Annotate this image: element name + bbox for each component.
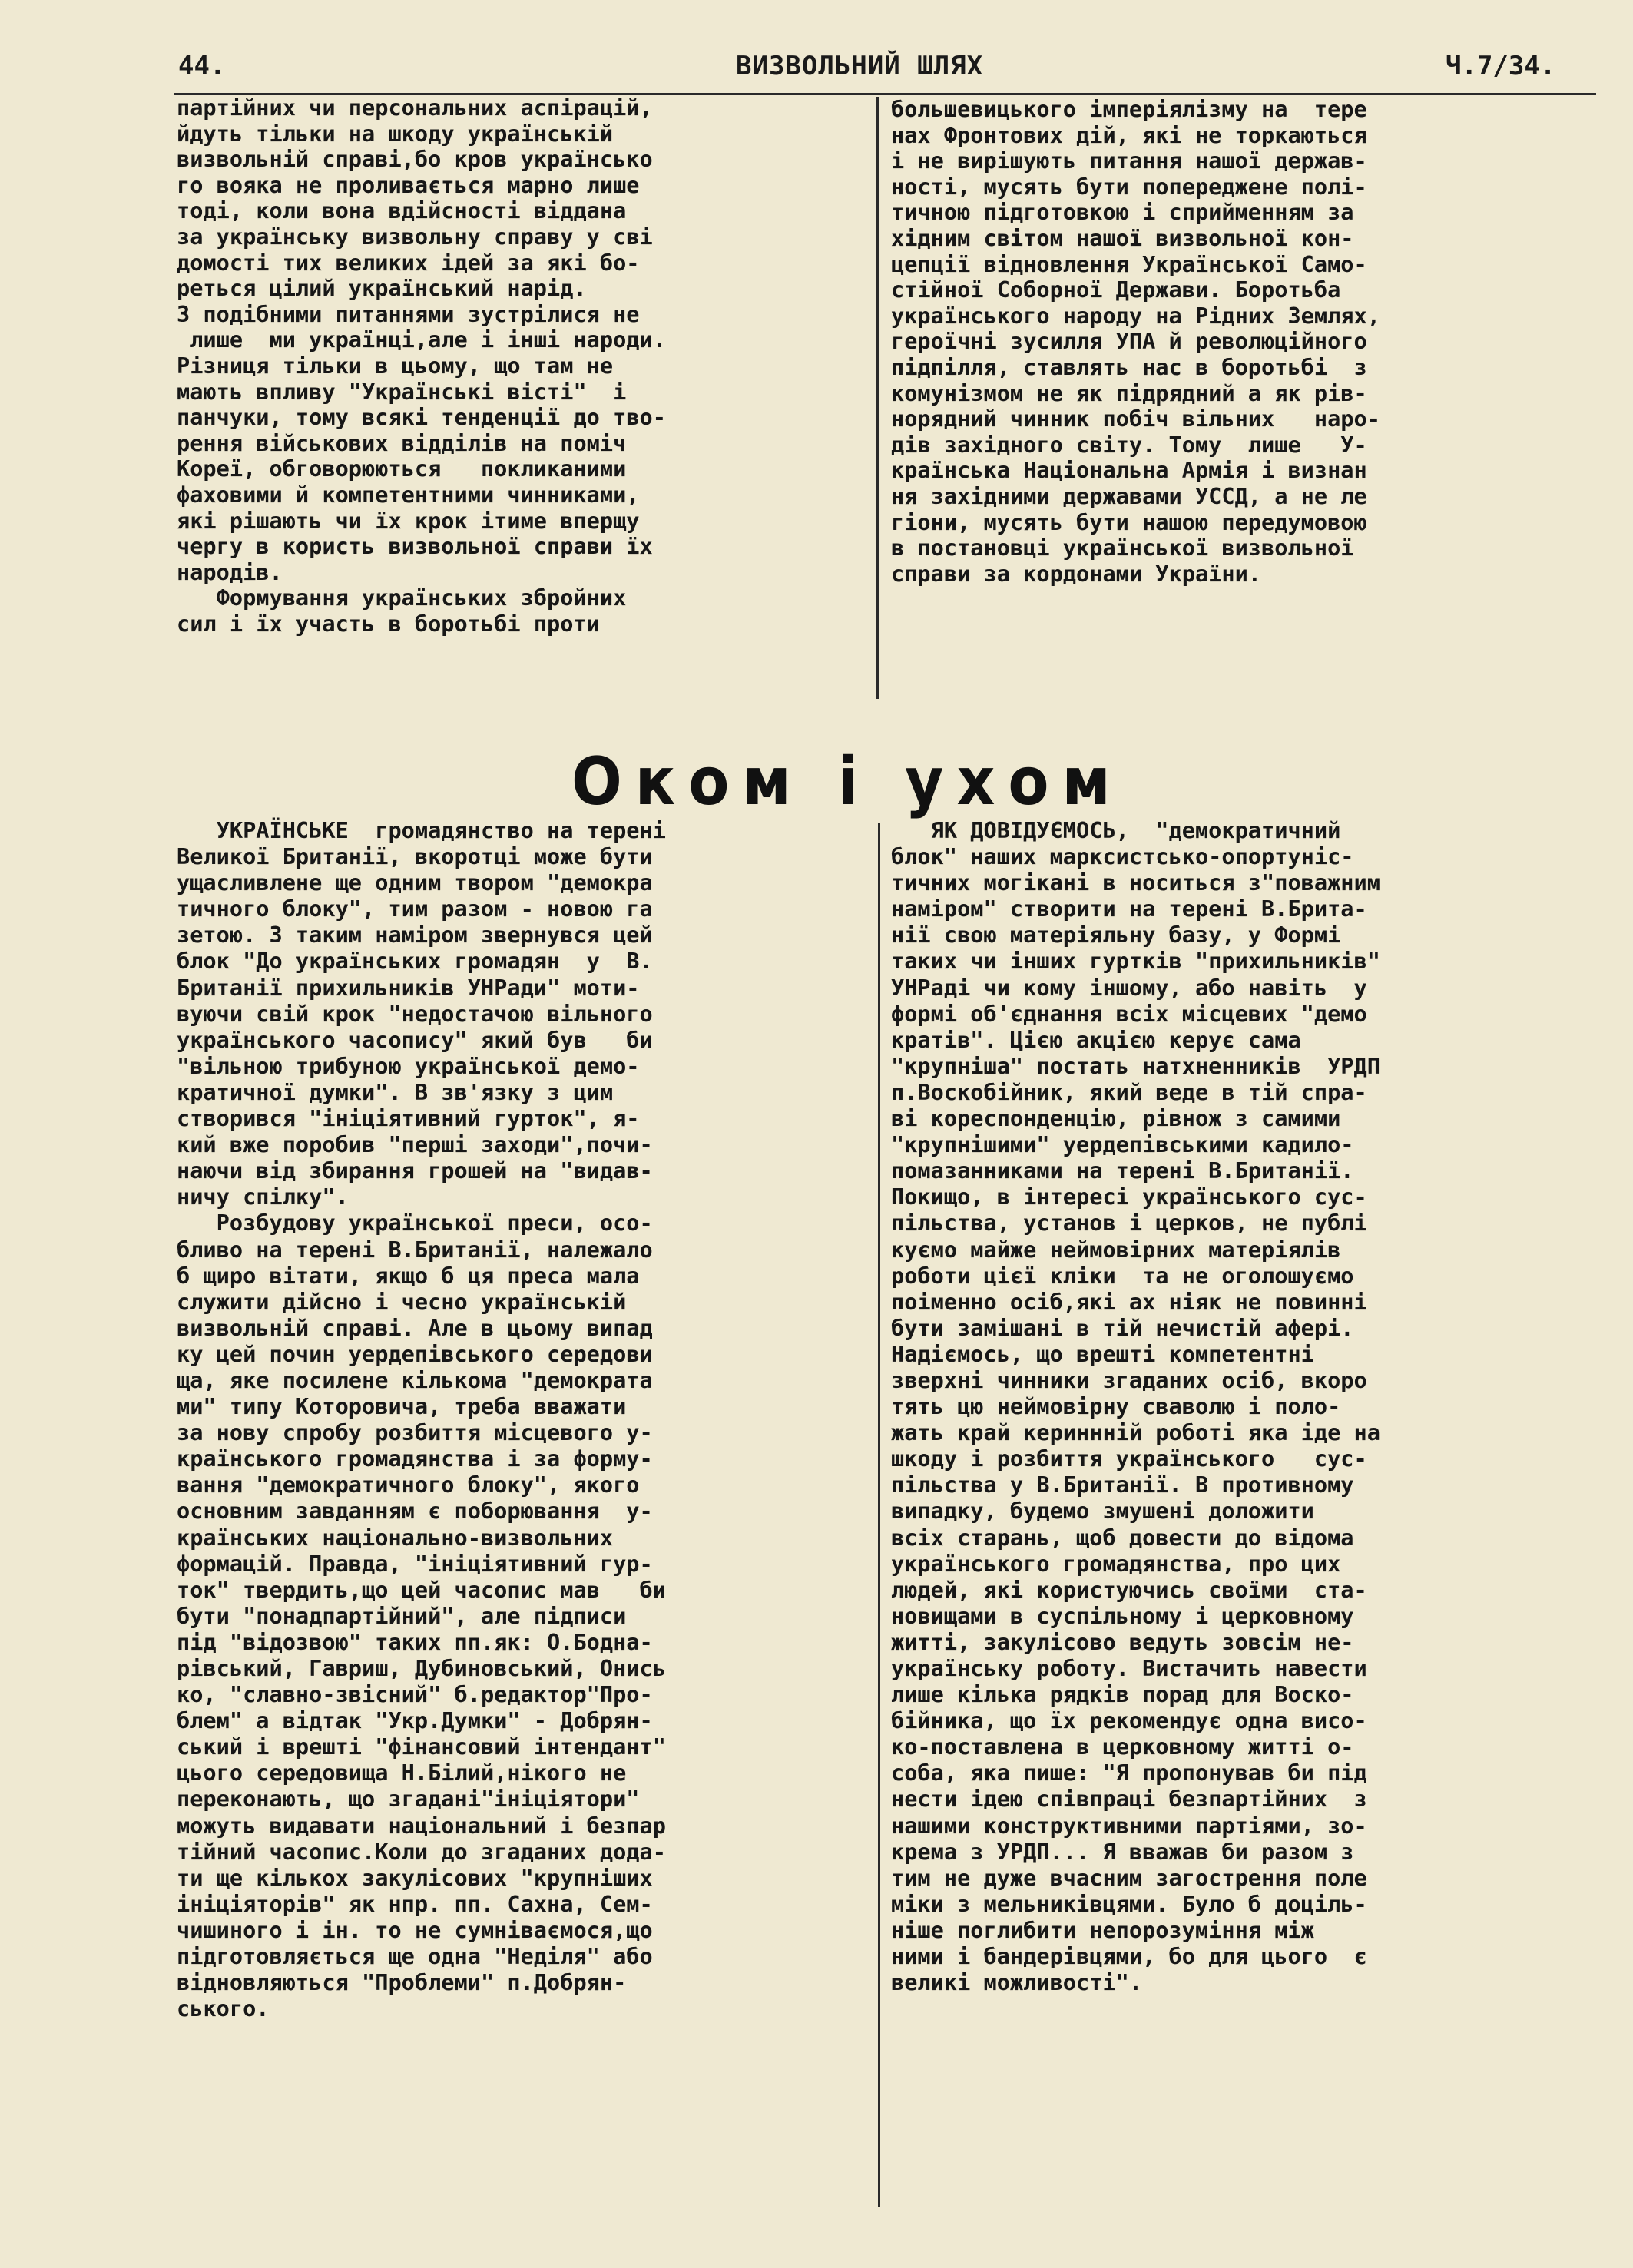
text-line: українського часопису" який був би xyxy=(177,1026,653,1053)
article-column-divider xyxy=(878,823,880,2207)
text-line: З подібними питаннями зустрілися не xyxy=(177,300,640,327)
text-line: лише ми українці,але і інші народи. xyxy=(177,326,666,353)
text-line: хідним світом нашої визвольної кон- xyxy=(891,224,1354,251)
text-line: таких чи інших гуртків "прихильників" xyxy=(891,948,1380,975)
text-line: ща, яке посилене кількома "демократа xyxy=(177,1366,653,1393)
text-line: стійної Соборної Держави. Боротьба xyxy=(891,276,1341,303)
top-column-divider xyxy=(876,97,879,699)
text-line: великі можливості". xyxy=(891,1969,1143,1996)
text-line: нах Фронтових дій, які не торкаються xyxy=(891,121,1367,148)
text-line: п.Воскобійник, який веде в тій спра- xyxy=(891,1078,1367,1105)
text-line: формацій. Правда, "ініціятивний гур- xyxy=(177,1550,653,1577)
text-line: вуючи свій крок "недостачою вільного xyxy=(177,1000,653,1027)
text-line: крема з УРДП... Я вважав би разом з xyxy=(891,1838,1354,1865)
text-line: народів. xyxy=(177,558,283,585)
text-line: соба, яка пише: "Я пропонував би під xyxy=(891,1760,1367,1786)
text-line: тичною підготовкою і сприйменням за xyxy=(891,199,1354,226)
text-line: ущасливлене ще одним твором "демокра xyxy=(177,869,653,896)
continued-text-left-column xyxy=(177,95,666,637)
text-line: тичних могікані в носиться з"поважним xyxy=(891,869,1380,896)
text-line: вання "демократичного блоку", якого xyxy=(177,1472,640,1498)
text-line: Різниця тільки в цьому, що там не xyxy=(177,352,614,379)
text-line: ві кореспонденцію, рівнож з самими xyxy=(891,1105,1341,1132)
issue-number: Ч.7/34. xyxy=(1446,51,1556,81)
text-line: Надіємось, що врешті компетентні xyxy=(891,1340,1314,1367)
text-line: пільства у В.Британії. В противному xyxy=(891,1472,1354,1498)
text-line: країнського громадянства і за форму- xyxy=(177,1445,653,1472)
text-line: комунізмом не як підрядний а як рів- xyxy=(891,379,1367,406)
text-line: наючи від збирання грошей на "видав- xyxy=(177,1157,653,1184)
text-line: визвольній справі. Але в цьому випад xyxy=(177,1314,653,1341)
article-right-column xyxy=(891,817,1380,1995)
text-line: зверхні чинники згаданих осіб, вкоро xyxy=(891,1366,1367,1393)
text-line: Великої Британії, вкоротці може бути xyxy=(177,843,653,870)
text-line: блок" наших марксистсько-опортуніс- xyxy=(891,843,1354,870)
text-line: фаховими й компетентними чинниками, xyxy=(177,481,640,508)
text-line: українську роботу. Вистачить навести xyxy=(891,1655,1367,1681)
text-line: українського народу на Рідних Землях, xyxy=(891,302,1380,329)
text-line: ти ще кількох закулісових "крупніших xyxy=(177,1864,653,1891)
text-line: за нову спробу розбиття місцевого у- xyxy=(177,1419,653,1446)
text-line: тоді, коли вона вдійсності віддана xyxy=(177,197,627,224)
continued-text-right-column xyxy=(891,97,1380,587)
text-line: визвольній справі,бо кров українсько xyxy=(177,146,653,173)
text-line: українського громадянства, про цих xyxy=(891,1550,1341,1577)
text-line: підпілля, ставлять нас в боротьбі з xyxy=(891,353,1367,380)
text-line: тим не дуже вчасним загострення поле xyxy=(891,1864,1367,1891)
text-line: ЯК ДОВІДУЄМОСЬ, "демократичний xyxy=(891,817,1341,843)
article-left-column xyxy=(177,817,666,2021)
text-line: мають впливу "Українські вісті" і xyxy=(177,378,627,405)
text-line: справи за кордонами України. xyxy=(891,560,1262,587)
text-line: ності, мусять бути попереджене полі- xyxy=(891,173,1367,200)
text-line: тичного блоку", тим разом - новою га xyxy=(177,896,653,922)
text-line: сил і їх участь в боротьбі проти xyxy=(177,610,600,637)
text-line: ними і бандерівцями, бо для цього є xyxy=(891,1943,1367,1970)
text-line: під "відозвою" таких пп.як: О.Бодна- xyxy=(177,1628,653,1655)
text-line: партійних чи персональних аспірацій, xyxy=(177,94,653,121)
text-line: в постановці української визвольної xyxy=(891,535,1354,561)
text-line: ко-поставлена в церковному житті о- xyxy=(891,1733,1354,1760)
text-line: норядний чинник побіч вільних наро- xyxy=(891,406,1380,432)
text-line: роботи цієї кліки та не оголошуємо xyxy=(891,1262,1354,1289)
text-line: героїчні зусилля УПА й революційного xyxy=(891,328,1367,355)
text-line: гіони, мусять бути нашою передумовою xyxy=(891,508,1367,535)
text-line: жать край кериннній роботі яка іде на xyxy=(891,1419,1380,1446)
text-line: ку цей почин уердепівського середови xyxy=(177,1340,653,1367)
text-line: Покищо, в інтересі українського сус- xyxy=(891,1184,1367,1210)
text-line: йдуть тільки на шкоду українській xyxy=(177,120,614,147)
text-line: кратичної думки". В зв'язку з цим xyxy=(177,1078,614,1105)
page-number: 44. xyxy=(178,51,226,81)
text-line: ського. xyxy=(177,1995,270,2022)
text-line: нашими конструктивними партіями, зо- xyxy=(891,1812,1367,1839)
text-line: "крупніша" постать натхненників УРДП xyxy=(891,1052,1380,1079)
text-line: ніше поглибити непорозуміння між xyxy=(891,1916,1314,1943)
text-line: і не вирішують питання нашої держав- xyxy=(891,147,1367,174)
text-line: большевицького імперіялізму на тере xyxy=(891,96,1367,122)
text-line: країнських національно-визвольних xyxy=(177,1524,614,1551)
text-line: зетою. З таким наміром звернувся цей xyxy=(177,922,653,949)
text-line: ініціяторів" як нпр. пп. Сахна, Сем- xyxy=(177,1890,653,1917)
text-line: панчуки, тому всякі тенденції до тво- xyxy=(177,404,666,431)
text-line: чергу в користь визвольної справи їх xyxy=(177,533,653,560)
text-line: основним завданням є поборювання у- xyxy=(177,1498,653,1525)
text-line: цепції відновлення Української Само- xyxy=(891,250,1367,277)
text-line: ко, "славно-звісний" б.редактор"Про- xyxy=(177,1681,653,1708)
text-line: країнська Національна Армія і визнан xyxy=(891,457,1367,484)
text-line: шкоду і розбиття українського сус- xyxy=(891,1445,1367,1472)
text-line: бійника, що їх рекомендує одна висо- xyxy=(891,1707,1367,1734)
text-line: міки з мельниківцями. Було б доціль- xyxy=(891,1890,1367,1917)
text-line: кий вже поробив "перші заходи",почи- xyxy=(177,1131,653,1158)
text-line: цього середовища Н.Білий,нікого не xyxy=(177,1760,627,1786)
text-line: формі об'єднання всіх місцевих "демо xyxy=(891,1000,1367,1027)
text-line: Британії прихильників УНРади" моти- xyxy=(177,974,640,1001)
text-line: створився "ініціятивний гурток", я- xyxy=(177,1105,640,1132)
text-line: чишиного і ін. то не сумніваємося,що xyxy=(177,1916,653,1943)
text-line: пільства, установ і церков, не публі xyxy=(891,1210,1367,1237)
text-line: реться цілий український нарід. xyxy=(177,275,587,302)
text-line: бути замішані в тій нечистій афері. xyxy=(891,1314,1354,1341)
text-line: рення військових відділів на поміч xyxy=(177,429,627,456)
text-line: новищами в суспільному і церковному xyxy=(891,1602,1354,1629)
text-line: наміром" створити на терені В.Брита- xyxy=(891,896,1367,922)
text-line: "крупнішими" уердепівськими кадило- xyxy=(891,1131,1354,1158)
text-line: го вояка не проливається марно лише xyxy=(177,171,640,198)
text-line: Кореї, обговорюються покликаними xyxy=(177,455,627,482)
text-line: УКРАЇНСЬКЕ громадянство на терені xyxy=(177,817,666,843)
text-line: ський і врешті "фінансовий інтендант" xyxy=(177,1733,666,1760)
article-title: Оком і ухом xyxy=(571,743,1124,820)
text-line: ня західними державами УССД, а не ле xyxy=(891,482,1367,509)
text-line: б щиро вітати, якщо б ця преса мала xyxy=(177,1262,640,1289)
text-line: лише кілька рядків порад для Воско- xyxy=(891,1681,1354,1708)
text-line: тять цю неймовірну сваволю і поло- xyxy=(891,1393,1341,1420)
text-line: рівський, Гавриш, Дубиновський, Онись xyxy=(177,1655,666,1681)
text-line: бливо на терені В.Британії, належало xyxy=(177,1236,653,1263)
text-line: УНРаді чи кому іншому, або навіть у xyxy=(891,974,1367,1001)
text-line: блок "До українських громадян у В. xyxy=(177,948,653,975)
text-line: помазанниками на терені В.Британії. xyxy=(891,1157,1354,1184)
text-line: нії свою матеріяльну базу, у Формі xyxy=(891,922,1341,949)
text-line: переконають, що згадані"ініціятори" xyxy=(177,1786,640,1813)
text-line: куємо майже неймовірних матеріялів xyxy=(891,1236,1341,1263)
text-line: поіменно осіб,які ах ніяк не повинні xyxy=(891,1288,1367,1315)
text-line: всіх старань, щоб довести до відома xyxy=(891,1524,1354,1551)
text-line: ми" типу Которовича, треба вважати xyxy=(177,1393,627,1420)
text-line: домості тих великих ідей за які бо- xyxy=(177,249,640,276)
text-line: бути "понадпартійний", але підписи xyxy=(177,1602,627,1629)
text-line: випадку, будемо змушені доложити xyxy=(891,1498,1314,1525)
text-line: за українську визвольну справу у сві xyxy=(177,223,653,250)
text-line: Формування українських збройних xyxy=(177,584,627,611)
text-line: Розбудову української преси, осо- xyxy=(177,1210,653,1237)
text-line: тійний часопис.Коли до згаданих дода- xyxy=(177,1838,666,1865)
text-line: які рішають чи їх крок ітиме вперщу xyxy=(177,507,640,534)
text-line: ток" твердить,що цей часопис мав би xyxy=(177,1576,666,1603)
publication-title: ВИЗВОЛЬНИЙ ШЛЯХ xyxy=(736,51,984,81)
text-line: дів західного світу. Тому лише У- xyxy=(891,431,1367,458)
text-line: житті, закулісово ведуть зовсім не- xyxy=(891,1628,1354,1655)
text-line: можуть видавати національний і безпар xyxy=(177,1812,666,1839)
text-line: ничу спілку". xyxy=(177,1184,349,1210)
text-line: людей, які користуючись своїми ста- xyxy=(891,1576,1367,1603)
text-line: відновляються "Проблеми" п.Добрян- xyxy=(177,1969,627,1996)
text-line: нести ідею співпраці безпартійних з xyxy=(891,1786,1367,1813)
text-line: блем" а відтак "Укр.Думки" - Добрян- xyxy=(177,1707,653,1734)
text-line: підготовляється ще одна "Неділя" або xyxy=(177,1943,653,1970)
text-line: "вільною трибуною української демо- xyxy=(177,1052,640,1079)
text-line: кратів". Цією акцією керує сама xyxy=(891,1026,1301,1053)
text-line: служити дійсно і чесно українській xyxy=(177,1288,627,1315)
